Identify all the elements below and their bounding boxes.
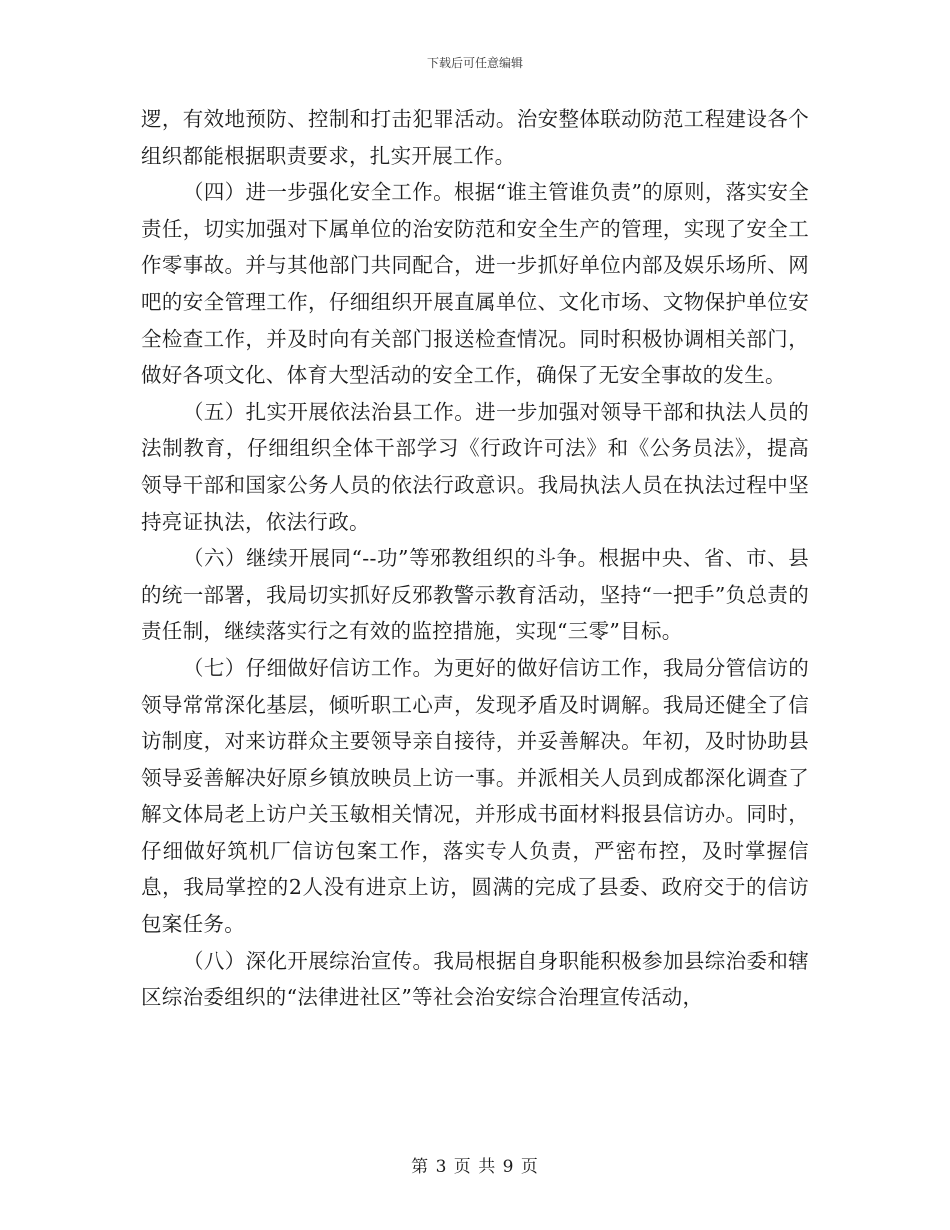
- document-body: [141, 101, 809, 1016]
- paragraph-3: （五）扎实开展依法治县工作。进一步加强对领导干部和执法人员的法制教育，仔细组织全体干部学习《行政许可法》和《公务员法》，提高领导干部和国家公务人员的依法行政意识。我局执法人员在执法过程中坚持亮证执法，依法行政。: [141, 399, 809, 534]
- paragraph-1: 逻，有效地预防、控制和打击犯罪活动。治安整体联动防范工程建设各个组织都能根据职责要求，扎实开展工作。: [141, 107, 809, 168]
- paragraph-2: （四）进一步强化安全工作。根据“谁主管谁负责”的原则，落实安全责任，切实加强对下属单位的治安防范和安全生产的管理，实现了安全工作零事故。并与其他部门共同配合，进一步抓好单位内部及娱乐场所、网吧的安全管理工作，仔细组织开展直属单位、文化市场、文物保护单位安全检查工作，并及时向有关部门报送检查情况。同时积极协调相关部门，做好各项文化、体育大型活动的安全工作，确保了无安全事故的发生。: [141, 180, 809, 388]
- page-number: 第 3 页 共 9 页: [411, 1157, 539, 1177]
- paragraph-5: （七）仔细做好信访工作。为更好的做好信访工作，我局分管信访的领导常常深化基层，倾听职工心声，发现矛盾及时调解。我局还健全了信访制度，对来访群众主要领导亲自接待，并妥善解决。年初，及时协助县领导妥善解决好原乡镇放映员上访一事。并派相关人员到成都深化调查了解文体局老上访户关玉敏相关情况，并形成书面材料报县信访办。同时，仔细做好筑机厂信访包案工作，落实专人负责，严密布控，及时掌握信息，我局掌控的2人没有进京上访，圆满的完成了县委、政府交于的信访包案任务。: [141, 655, 809, 937]
- paragraph-6: （八）深化开展综治宣传。我局根据自身职能积极参加县综治委和辖区综治委组织的“法律进社区”等社会治安综合治理宣传活动，: [141, 948, 809, 1010]
- header-note: 下载后可任意编辑: [426, 56, 523, 70]
- paragraph-4: （六）继续开展同“--功”等邪教组织的斗争。根据中央、省、市、县的统一部署，我局切实抓好反邪教警示教育活动，坚持“一把手”负总责的责任制，继续落实行之有效的监控措施，实现“三零”目标。: [141, 546, 809, 644]
